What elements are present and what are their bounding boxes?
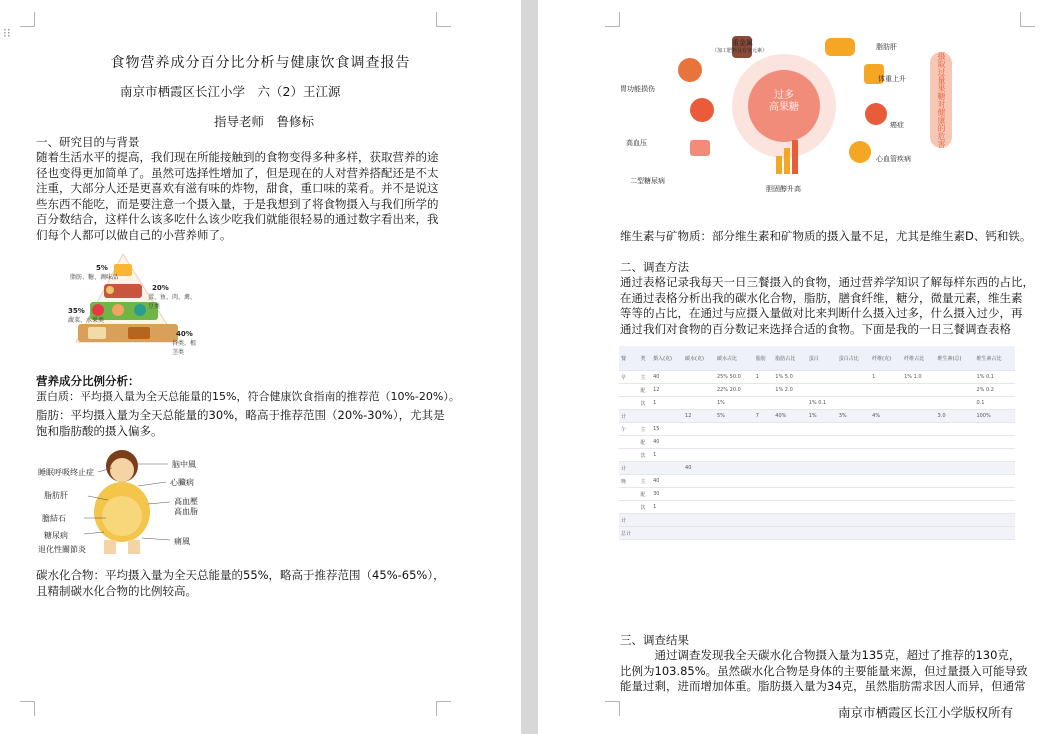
teacher-line: 指导老师 鲁修标 (214, 114, 315, 129)
paragraph-line: 能量过剩，进而增加体重。脂肪摄入量为34克，虽然脂肪需求因人而异，但通常 (620, 679, 1026, 693)
table-cell (754, 501, 774, 514)
paragraph-line: 随着生活水平的提高，我们现在所能接触到的食物变得多种多样，获取营养的途 (36, 150, 439, 164)
table-cell (902, 410, 935, 423)
table-cell (870, 462, 902, 475)
copyright-footer: 南京市栖霞区长江小学版权所有 (838, 705, 1014, 720)
paragraph-line: 径也变得更加简单了。虽然可选择性增加了，但是现在的人对营养搭配还是不太 (36, 165, 439, 180)
table-cell (619, 501, 639, 514)
figure-label: 高血壓 (174, 497, 198, 506)
table-cell (683, 436, 715, 449)
figure-label: 高血脂 (174, 507, 198, 516)
table-cell: 1 (754, 371, 774, 384)
figure-label: 心臟病 (170, 478, 194, 487)
table-cell: 1 (651, 397, 683, 410)
table-cell: 1 (651, 501, 683, 514)
table-header-cell: 脂肪 (754, 346, 774, 371)
table-cell (837, 384, 870, 397)
table-cell (807, 384, 837, 397)
table-cell (870, 501, 902, 514)
table-cell (754, 449, 774, 462)
pyramid-label: 谷类、根茎类 (172, 340, 197, 356)
table-cell (936, 514, 975, 527)
table-cell (715, 462, 754, 475)
table-cell: 7 (754, 410, 774, 423)
figure-label: 脂肪肝 (44, 491, 68, 500)
table-cell: 100% (974, 410, 1015, 423)
table-cell (651, 410, 683, 423)
table-cell (715, 449, 754, 462)
paragraph-line: 注重，大部分人还是更喜欢有滋有味的炸物，甜食，重口味的菜肴。并不是说这 (36, 181, 439, 195)
table-cell (974, 488, 1015, 501)
table-cell (974, 514, 1015, 527)
paragraph-line: 通过我们对食物的百分数记来选择合适的食物。下面是我的一日三餐调查表格 (620, 321, 1011, 336)
table-cell (773, 423, 806, 436)
table-cell (974, 475, 1015, 488)
table-cell: 主 (639, 371, 652, 384)
table-header-cell: 类 (639, 346, 652, 371)
obesity-diseases-image (38, 446, 203, 556)
table-row (619, 501, 1015, 514)
table-cell: 25% 50.0 (715, 371, 754, 384)
fructose-harm-poster (620, 28, 950, 198)
table-cell (974, 436, 1015, 449)
table-cell: 3.0 (936, 410, 975, 423)
table-cell (807, 371, 837, 384)
table-cell (639, 410, 652, 423)
paragraph-line: 们每个人都可以做自己的小营养师了。 (36, 227, 232, 242)
table-header-cell: 脂肪占比 (773, 346, 806, 371)
table-cell: 早 (619, 371, 639, 384)
table-cell (837, 371, 870, 384)
table-cell (837, 449, 870, 462)
table-cell: 计 (619, 462, 639, 475)
table-row (619, 462, 1015, 475)
table-cell: 晚 (619, 475, 639, 488)
table-cell (754, 527, 774, 540)
analysis-heading: 营养成分比例分析： (36, 374, 140, 388)
table-cell: 1% 1.0 (902, 371, 935, 384)
table-cell (837, 501, 870, 514)
table-cell (837, 436, 870, 449)
table-cell (639, 527, 652, 540)
table-cell (807, 475, 837, 488)
table-cell (902, 501, 935, 514)
table-cell (936, 462, 975, 475)
section-heading: 二、调查方法 (620, 260, 689, 274)
paragraph-line: 比例为103.85%。虽然碳水化合物是身体的主要能量来源，但过量摄入可能导致 (620, 663, 1028, 678)
crop-mark (20, 12, 35, 27)
vitamin-line: 维生素与矿物质：部分维生素和矿物质的摄入量不足，尤其是维生素D、钙和铁。 (620, 229, 1032, 243)
table-cell (936, 527, 975, 540)
food-pyramid-image (68, 252, 198, 356)
poster-tag: 心血管疾病 (876, 155, 911, 163)
pyramid-percent: 35% (68, 307, 85, 315)
table-cell (807, 501, 837, 514)
figure-label: 脑中風 (172, 460, 196, 469)
table-header-cell: 摄入(克) (651, 346, 683, 371)
table-cell (807, 462, 837, 475)
table-header-cell: 纤维占比 (902, 346, 935, 371)
table-cell: 计 (619, 410, 639, 423)
table-cell: 主 (639, 475, 652, 488)
table-cell (639, 462, 652, 475)
table-cell: 1 (651, 449, 683, 462)
poster-tag: 癌症 (890, 121, 904, 129)
table-cell: 15 (651, 423, 683, 436)
table-cell (902, 397, 935, 410)
crop-mark (436, 701, 451, 716)
table-cell: 30 (651, 488, 683, 501)
table-cell (773, 397, 806, 410)
table-cell (754, 423, 774, 436)
table-cell: 1% (807, 410, 837, 423)
table-cell (870, 397, 902, 410)
table-cell: 22% 20.0 (715, 384, 754, 397)
table-cell (870, 527, 902, 540)
table-cell (870, 384, 902, 397)
table-row (619, 371, 1015, 384)
table-cell (715, 475, 754, 488)
pyramid-percent: 5% (96, 264, 108, 272)
carb-line: 碳水化合物：平均摄入量为全天总能量的55%，略高于推荐范围（45%-65%）， (36, 568, 445, 582)
table-cell (683, 475, 715, 488)
table-cell (651, 462, 683, 475)
poster-tag: 二型糖尿病 (630, 177, 665, 185)
table-cell (683, 527, 715, 540)
pyramid-label: 蛋、鱼、肉、禽、豆类 (148, 294, 197, 310)
table-cell (807, 436, 837, 449)
pyramid-percent: 40% (176, 330, 193, 338)
table-cell (754, 475, 774, 488)
table-cell: 1% 2.0 (773, 384, 806, 397)
table-cell (715, 423, 754, 436)
table-cell (754, 514, 774, 527)
table-cell: 总计 (619, 527, 639, 540)
table-cell (902, 462, 935, 475)
table-cell: 2% 0.2 (974, 384, 1015, 397)
table-cell (807, 514, 837, 527)
pyramid-label: 脂肪、糖、调味品 (70, 274, 119, 281)
table-cell: 12 (683, 410, 715, 423)
table-cell (619, 488, 639, 501)
table-cell (639, 514, 652, 527)
table-cell (936, 436, 975, 449)
table-cell (807, 423, 837, 436)
fat-line: 饱和脂肪酸的摄入偏多。 (36, 423, 163, 438)
crop-mark (605, 701, 620, 716)
table-cell: 配 (639, 384, 652, 397)
crop-mark (1020, 12, 1035, 27)
author-line: 南京市栖霞区长江小学 六（2）王江源 (120, 84, 341, 99)
table-row (619, 475, 1015, 488)
table-cell (683, 449, 715, 462)
table-cell (683, 488, 715, 501)
table-cell (837, 514, 870, 527)
carb-line: 且精制碳水化合物的比例较高。 (36, 583, 197, 598)
table-cell (870, 423, 902, 436)
table-cell (683, 501, 715, 514)
crop-mark (20, 701, 35, 716)
table-cell (773, 462, 806, 475)
table-cell (837, 397, 870, 410)
meal-survey-table (619, 346, 1015, 540)
table-cell (902, 475, 935, 488)
table-cell (773, 475, 806, 488)
table-cell (936, 371, 975, 384)
table-cell (870, 436, 902, 449)
table-header-cell: 餐 (619, 346, 639, 371)
table-cell: 1% 0.1 (974, 371, 1015, 384)
document-page-left (0, 0, 521, 734)
table-cell: 3% (837, 410, 870, 423)
table-cell: 1% 0.1 (807, 397, 837, 410)
table-cell: 主 (639, 423, 652, 436)
table-cell (902, 488, 935, 501)
table-cell (773, 488, 806, 501)
table-cell (936, 397, 975, 410)
table-cell (936, 488, 975, 501)
crop-mark (605, 12, 620, 27)
table-header-row (619, 346, 1015, 371)
table-cell (870, 488, 902, 501)
table-cell: 1 (870, 371, 902, 384)
table-cell (902, 514, 935, 527)
table-cell: 饮 (639, 449, 652, 462)
table-cell (754, 397, 774, 410)
table-cell: 40% (773, 410, 806, 423)
table-row (619, 397, 1015, 410)
document-page-right (538, 0, 1057, 734)
figure-label: 睡眠呼吸终止症 (38, 468, 94, 477)
section-heading: 一、研究目的与背景 (36, 135, 140, 149)
table-cell: 40 (651, 436, 683, 449)
paragraph-line: 在通过表格分析出我的碳水化合物，脂肪，膳食纤维，糖分，微量元素，维生素 (620, 290, 1023, 305)
table-cell (773, 514, 806, 527)
table-cell (683, 423, 715, 436)
table-cell (902, 423, 935, 436)
paragraph-line: 通过表格记录我每天一日三餐摄入的食物，通过营养学知识了解每样东西的占比， (620, 275, 1034, 289)
table-cell (870, 514, 902, 527)
table-cell: 0.1 (974, 397, 1015, 410)
figure-label: 退化性關節炎 (38, 545, 86, 554)
table-cell (754, 462, 774, 475)
table-row (619, 423, 1015, 436)
poster-tag: 脂肪肝 (876, 43, 897, 51)
pyramid-label: 蔬菜、水果类 (68, 317, 105, 324)
table-cell (754, 488, 774, 501)
table-cell: 40 (651, 371, 683, 384)
table-cell (902, 527, 935, 540)
poster-tag: 胃功能损伤 (620, 85, 655, 93)
table-cell (683, 384, 715, 397)
table-header-cell: 蛋白占比 (837, 346, 870, 371)
table-cell: 午 (619, 423, 639, 436)
page-gutter (521, 0, 538, 734)
table-cell (974, 462, 1015, 475)
table-cell (807, 527, 837, 540)
poster-badge: 摄取过量果糖对健康的危害 (930, 52, 952, 148)
poster-tag: （加工肥料及有害元素） (712, 48, 768, 54)
table-cell (773, 527, 806, 540)
table-cell (619, 449, 639, 462)
table-row (619, 449, 1015, 462)
table-cell (715, 488, 754, 501)
table-cell (715, 514, 754, 527)
poster-center-text: 高果糖 (769, 102, 799, 113)
table-cell (619, 384, 639, 397)
table-cell (974, 501, 1015, 514)
paragraph-line: 通过调查发现我全天碳水化合物摄入量为135克，超过了推荐的130克， (620, 648, 1021, 662)
table-cell: 饮 (639, 501, 652, 514)
table-header-cell: 碳水(克) (683, 346, 715, 371)
paragraph-line: 些东西不能吃，而是要注意一个摄入量，于是我想到了将食物摄入与我们所学的 (36, 196, 439, 211)
table-cell (683, 397, 715, 410)
table-cell (773, 436, 806, 449)
table-cell (837, 423, 870, 436)
poster-tag: 高血压 (626, 139, 647, 147)
table-cell (683, 514, 715, 527)
table-cell (936, 423, 975, 436)
table-cell: 12 (651, 384, 683, 397)
poster-tag: 胆固醇升高 (766, 185, 801, 193)
paragraph-line: 等等的占比，在通过与应摄入量做对比来判断什么摄入过多，什么摄入过少，再 (620, 306, 1023, 320)
table-cell (936, 475, 975, 488)
table-cell (974, 527, 1015, 540)
table-header-cell: 维生素(总) (936, 346, 975, 371)
table-cell (936, 384, 975, 397)
table-cell (902, 436, 935, 449)
table-cell (902, 384, 935, 397)
table-cell: 40 (683, 462, 715, 475)
table-row (619, 384, 1015, 397)
table-cell: 1% 5.0 (773, 371, 806, 384)
table-header-cell: 蛋白 (807, 346, 837, 371)
table-cell (773, 501, 806, 514)
table-cell: 配 (639, 488, 652, 501)
table-cell (773, 449, 806, 462)
table-cell (936, 501, 975, 514)
table-cell: 1% (715, 397, 754, 410)
fat-line: 脂肪：平均摄入量为全天总能量的30%，略高于推荐范围（20%-30%），尤其是 (36, 408, 445, 422)
table-header-cell: 维生素占比 (974, 346, 1015, 371)
table-cell (870, 449, 902, 462)
table-cell (807, 488, 837, 501)
table-cell: 40 (651, 475, 683, 488)
table-cell: 5% (715, 410, 754, 423)
table-cell (974, 449, 1015, 462)
figure-label: 糖尿病 (44, 531, 68, 540)
protein-line: 蛋白质：平均摄入量为全天总能量的15%，符合健康饮食指南的推荐范（10%-20%）。 (36, 390, 460, 403)
poster-center-text: 过多 (774, 90, 794, 101)
figure-label: 痛風 (174, 537, 190, 546)
table-row (619, 410, 1015, 423)
document-title: 食物营养成分百分比分析与健康饮食调查报告 (110, 55, 411, 71)
table-row (619, 527, 1015, 540)
table-header-cell: 碳水占比 (715, 346, 754, 371)
table-cell (754, 436, 774, 449)
table-cell: 饮 (639, 397, 652, 410)
table-cell (651, 527, 683, 540)
table-row (619, 514, 1015, 527)
table-cell (715, 501, 754, 514)
table-cell (837, 527, 870, 540)
table-cell (902, 449, 935, 462)
figure-label: 膽結石 (42, 514, 66, 523)
table-cell: 计 (619, 514, 639, 527)
poster-tag: 体重上升 (878, 75, 906, 83)
table-cell: 4% (870, 410, 902, 423)
crop-mark (436, 12, 451, 27)
table-cell (837, 488, 870, 501)
table-cell (807, 449, 837, 462)
table-cell (754, 384, 774, 397)
table-cell (936, 449, 975, 462)
poster-tag: 重金属 (732, 39, 753, 47)
section-heading: 三、调查结果 (620, 633, 689, 647)
pyramid-percent: 20% (152, 284, 169, 292)
paragraph-line: 百分数结合，这样什么该多吃什么该少吃我们就能很轻易的通过数字看出来，我 (36, 212, 439, 226)
table-cell (870, 475, 902, 488)
table-cell (837, 475, 870, 488)
table-cell (651, 514, 683, 527)
table-cell (715, 527, 754, 540)
table-cell (619, 397, 639, 410)
table-cell (619, 436, 639, 449)
table-cell (837, 462, 870, 475)
table-row (619, 488, 1015, 501)
table-cell (974, 423, 1015, 436)
table-cell (683, 371, 715, 384)
drag-handle-icon[interactable]: ⁝⁝ (3, 26, 11, 40)
table-header-cell: 纤维(克) (870, 346, 902, 371)
table-row (619, 436, 1015, 449)
table-cell: 配 (639, 436, 652, 449)
table-cell (715, 436, 754, 449)
